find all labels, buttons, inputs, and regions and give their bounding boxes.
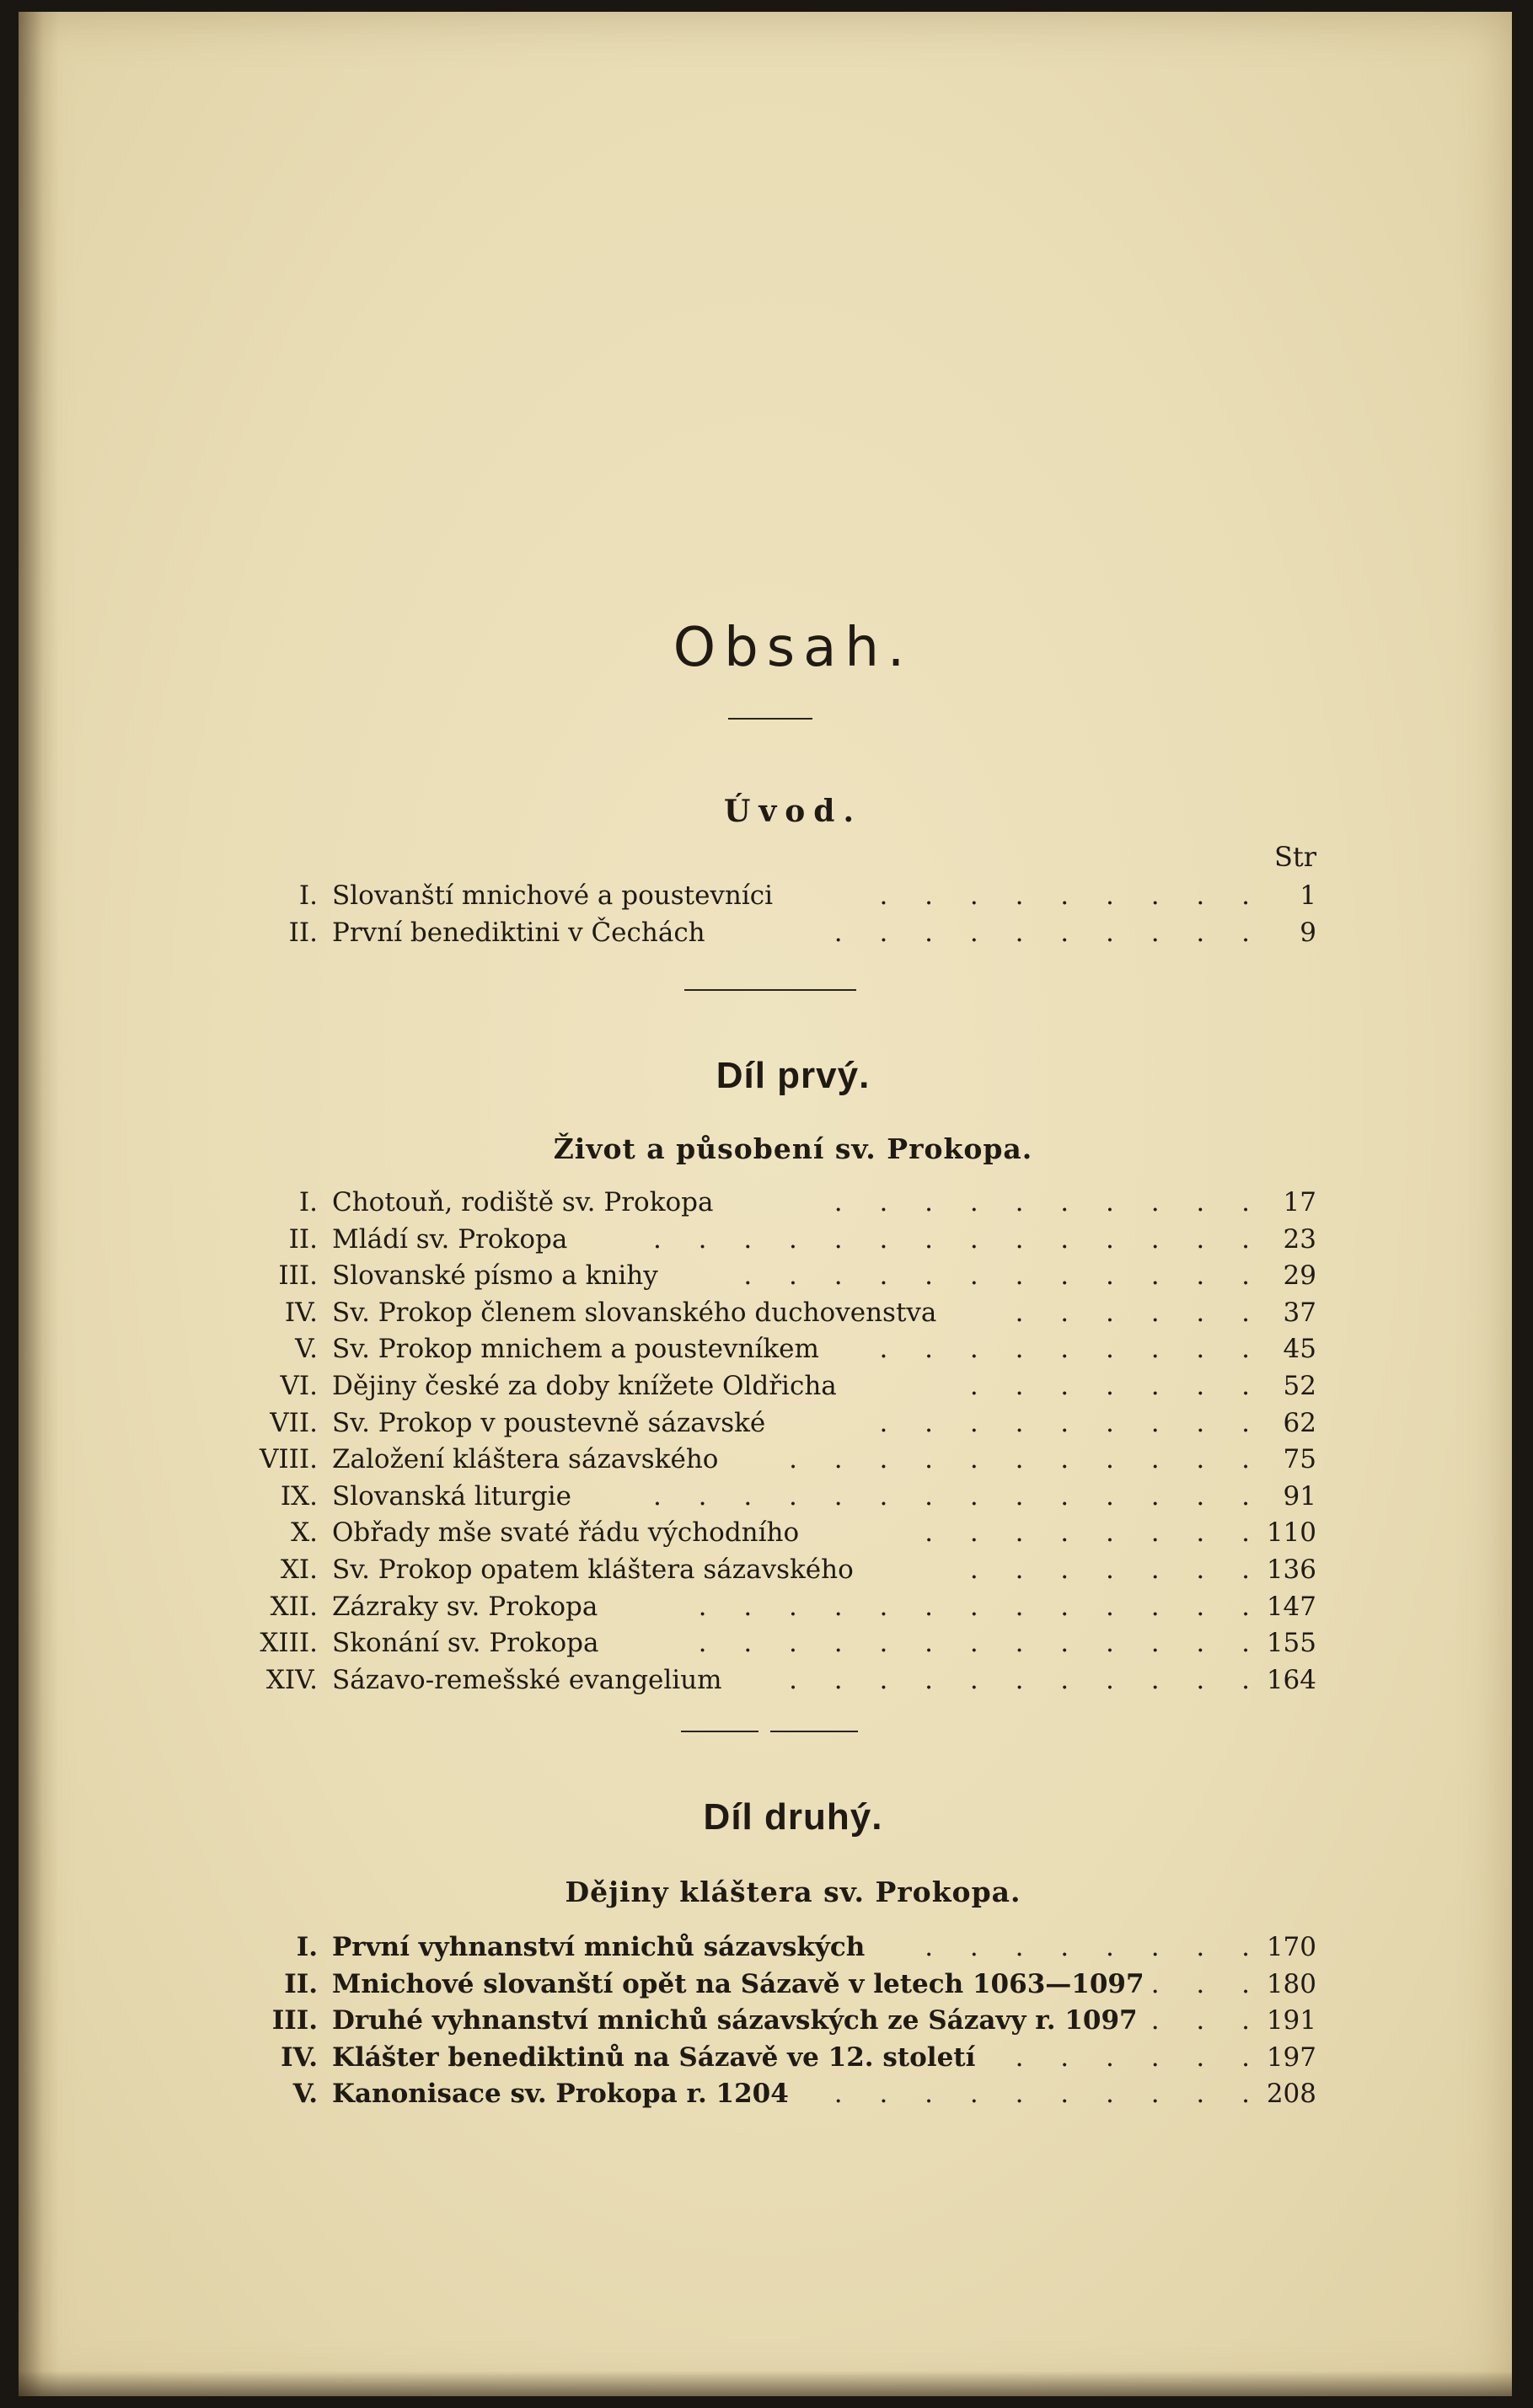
part1-heading: Díl prvý. xyxy=(716,1055,871,1096)
toc-entry-title: Obřady mše svaté řádu východního xyxy=(332,1517,800,1549)
title-rule xyxy=(728,718,812,720)
toc-entry xyxy=(19,1515,1316,1552)
toc-page-number: 62 xyxy=(1283,1407,1316,1438)
toc-entry-title: Chotouň, rodiště sv. Prokopa xyxy=(332,1187,714,1217)
toc-entry-title: Skonání sv. Prokopa xyxy=(332,1628,599,1659)
toc-leader-dots: . . . . . . xyxy=(1015,1297,1264,1328)
toc-page-number: 75 xyxy=(1283,1444,1316,1475)
toc-leader-dots: . . . . . . . . . . . . . . xyxy=(652,1480,1264,1512)
toc-entry xyxy=(19,1479,1316,1516)
toc-entry-title: Sázavo-remešské evangelium xyxy=(332,1664,722,1695)
toc-leader-dots: . . . . . . . . . . . . . . xyxy=(652,1223,1264,1255)
toc-entry xyxy=(19,2040,1316,2077)
toc-entry-title: Sv. Prokop v poustevně sázavské xyxy=(332,1407,766,1438)
toc-entry xyxy=(19,1929,1316,1967)
uvod-toc-list xyxy=(19,878,1316,951)
toc-leader-dots: . . . . . . . . . . . xyxy=(789,1444,1264,1475)
toc-entry-title: Sv. Prokop členem slovanského duchovenstva xyxy=(332,1297,937,1328)
part2-subheading: Dějiny kláštera sv. Prokopa. xyxy=(565,1876,1021,1908)
toc-entry-number: II. xyxy=(284,1968,318,1999)
toc-page-number: 45 xyxy=(1283,1334,1316,1365)
toc-page-number: 164 xyxy=(1266,1664,1316,1695)
toc-entry-number: IX. xyxy=(280,1480,318,1512)
toc-page-number: 191 xyxy=(1266,2005,1316,2036)
toc-leader-dots: . . . . . . . . xyxy=(925,1517,1264,1549)
toc-leader-dots: . . . . . . . xyxy=(969,1554,1264,1585)
toc-entry xyxy=(19,1662,1316,1699)
toc-entry-number: IV. xyxy=(284,1297,318,1328)
toc-entry-number: V. xyxy=(292,2079,318,2110)
toc-page-number: 23 xyxy=(1283,1223,1316,1255)
toc-page-number: 155 xyxy=(1266,1628,1316,1659)
page-title: Obsah. xyxy=(673,617,914,679)
toc-entry xyxy=(19,878,1316,915)
toc-entry xyxy=(19,1331,1316,1368)
toc-page-number: 180 xyxy=(1266,1968,1316,1999)
toc-page-number: 147 xyxy=(1266,1591,1316,1622)
toc-entry-number: III. xyxy=(271,2005,318,2036)
book-page xyxy=(19,12,1512,2396)
toc-page-number: 29 xyxy=(1283,1260,1316,1292)
toc-page-number: 208 xyxy=(1266,2079,1316,2110)
toc-entry-number: I. xyxy=(298,880,318,911)
toc-leader-dots: . . . . . . . . . . . . . xyxy=(698,1591,1264,1622)
toc-entry-number: III. xyxy=(278,1260,318,1292)
toc-leader-dots: . . . . . . . . . . xyxy=(834,2079,1264,2110)
toc-page-number: 197 xyxy=(1266,2041,1316,2073)
toc-entry xyxy=(19,1258,1316,1295)
toc-page-number: 170 xyxy=(1266,1932,1316,1962)
toc-entry xyxy=(19,1625,1316,1662)
toc-entry-number: VIII. xyxy=(260,1444,318,1475)
toc-entry-number: VII. xyxy=(270,1407,318,1438)
toc-page-number: 17 xyxy=(1283,1187,1316,1217)
toc-leader-dots: . . . . . . . . . . . . . xyxy=(698,1628,1264,1659)
toc-entry-title: Zázraky sv. Prokopa xyxy=(332,1591,598,1622)
toc-entry-number: I. xyxy=(296,1932,318,1962)
toc-entry-title: Dějiny české za doby knížete Oldřicha xyxy=(332,1370,837,1401)
toc-leader-dots: . . . . . . . . . . xyxy=(834,917,1264,948)
toc-entry-number: IV. xyxy=(281,2041,318,2073)
toc-leader-dots: . . . . . . . xyxy=(969,1370,1264,1401)
toc-entry xyxy=(19,1295,1316,1332)
toc-page-number: 37 xyxy=(1283,1297,1316,1328)
toc-page-number: 52 xyxy=(1283,1370,1316,1401)
toc-entry-number: II. xyxy=(288,917,318,948)
part1-rule-left xyxy=(681,1731,758,1732)
page-bottom-edge xyxy=(19,2371,1512,2396)
toc-entry-number: V. xyxy=(295,1334,318,1365)
toc-leader-dots: . . . . . . . . . . . . xyxy=(743,1260,1264,1292)
toc-entry-number: I. xyxy=(298,1187,318,1217)
part2-toc-list xyxy=(19,1929,1316,2113)
toc-leader-dots: . . . xyxy=(1150,2005,1264,2036)
toc-leader-dots: . . . . . . . . . . xyxy=(834,1187,1264,1217)
toc-leader-dots: . . . . . . . . xyxy=(925,1932,1264,1962)
part1-toc-list xyxy=(19,1185,1316,1699)
toc-page-number: 110 xyxy=(1266,1517,1316,1549)
toc-entry-number: II. xyxy=(288,1223,318,1255)
toc-entry-title: První benediktini v Čechách xyxy=(332,917,705,948)
toc-entry-title: Založení kláštera sázavského xyxy=(332,1444,719,1475)
toc-leader-dots: . . . . . . . . . xyxy=(879,1407,1264,1438)
toc-entry xyxy=(19,915,1316,952)
part1-rule-right xyxy=(770,1731,858,1732)
toc-page-number: 91 xyxy=(1283,1480,1316,1512)
toc-entry-title: Druhé vyhnanství mnichů sázavských ze Sázavy r. 1097 xyxy=(332,2005,1138,2036)
toc-entry-title: Slovanská liturgie xyxy=(332,1480,571,1512)
toc-leader-dots: . . . . . . . . . . . xyxy=(789,1664,1264,1695)
page-column-label: Str xyxy=(1274,841,1317,873)
toc-page-number: 136 xyxy=(1266,1554,1316,1585)
toc-page-number: 9 xyxy=(1300,917,1316,948)
toc-entry-title: Sv. Prokop opatem kláštera sázavského xyxy=(332,1554,854,1585)
toc-entry-number: XIII. xyxy=(260,1628,318,1659)
uvod-heading: Úvod. xyxy=(723,794,863,829)
toc-entry-number: XII. xyxy=(270,1591,318,1622)
toc-entry-title: Kanonisace sv. Prokopa r. 1204 xyxy=(332,2079,789,2110)
toc-entry xyxy=(19,1405,1316,1442)
toc-entry xyxy=(19,1222,1316,1259)
toc-entry-title: Mnichové slovanští opět na Sázavě v letech 1063—1097 xyxy=(332,1968,1144,1999)
uvod-rule xyxy=(684,989,856,991)
toc-entry xyxy=(19,1967,1316,2004)
toc-entry xyxy=(19,2003,1316,2040)
toc-entry-title: Klášter benediktinů na Sázavě ve 12. století xyxy=(332,2041,976,2073)
toc-entry xyxy=(19,2076,1316,2113)
toc-entry-title: Sv. Prokop mnichem a poustevníkem xyxy=(332,1334,819,1365)
toc-leader-dots: . . . xyxy=(1150,1968,1264,1999)
toc-page-number: 1 xyxy=(1300,880,1316,911)
toc-entry-title: Slovanští mnichové a poustevníci xyxy=(332,880,774,911)
toc-entry-number: VI. xyxy=(280,1370,318,1401)
toc-entry xyxy=(19,1185,1316,1222)
toc-leader-dots: . . . . . . . . . xyxy=(879,880,1264,911)
toc-entry-number: XIV. xyxy=(265,1664,318,1695)
toc-entry-title: Slovanské písmo a knihy xyxy=(332,1260,658,1292)
toc-entry-title: Mládí sv. Prokopa xyxy=(332,1223,568,1255)
toc-leader-dots: . . . . . . . . . xyxy=(879,1334,1264,1365)
toc-entry xyxy=(19,1442,1316,1479)
part2-heading: Díl druhý. xyxy=(703,1796,883,1838)
toc-entry-title: První vyhnanství mnichů sázavských xyxy=(332,1932,866,1962)
part1-subheading: Život a působení sv. Prokopa. xyxy=(553,1132,1033,1165)
toc-entry-number: XI. xyxy=(280,1554,318,1585)
toc-leader-dots: . . . . . . xyxy=(1015,2041,1264,2073)
toc-entry xyxy=(19,1589,1316,1626)
toc-entry-number: X. xyxy=(291,1517,318,1549)
toc-entry xyxy=(19,1552,1316,1589)
toc-entry xyxy=(19,1368,1316,1405)
